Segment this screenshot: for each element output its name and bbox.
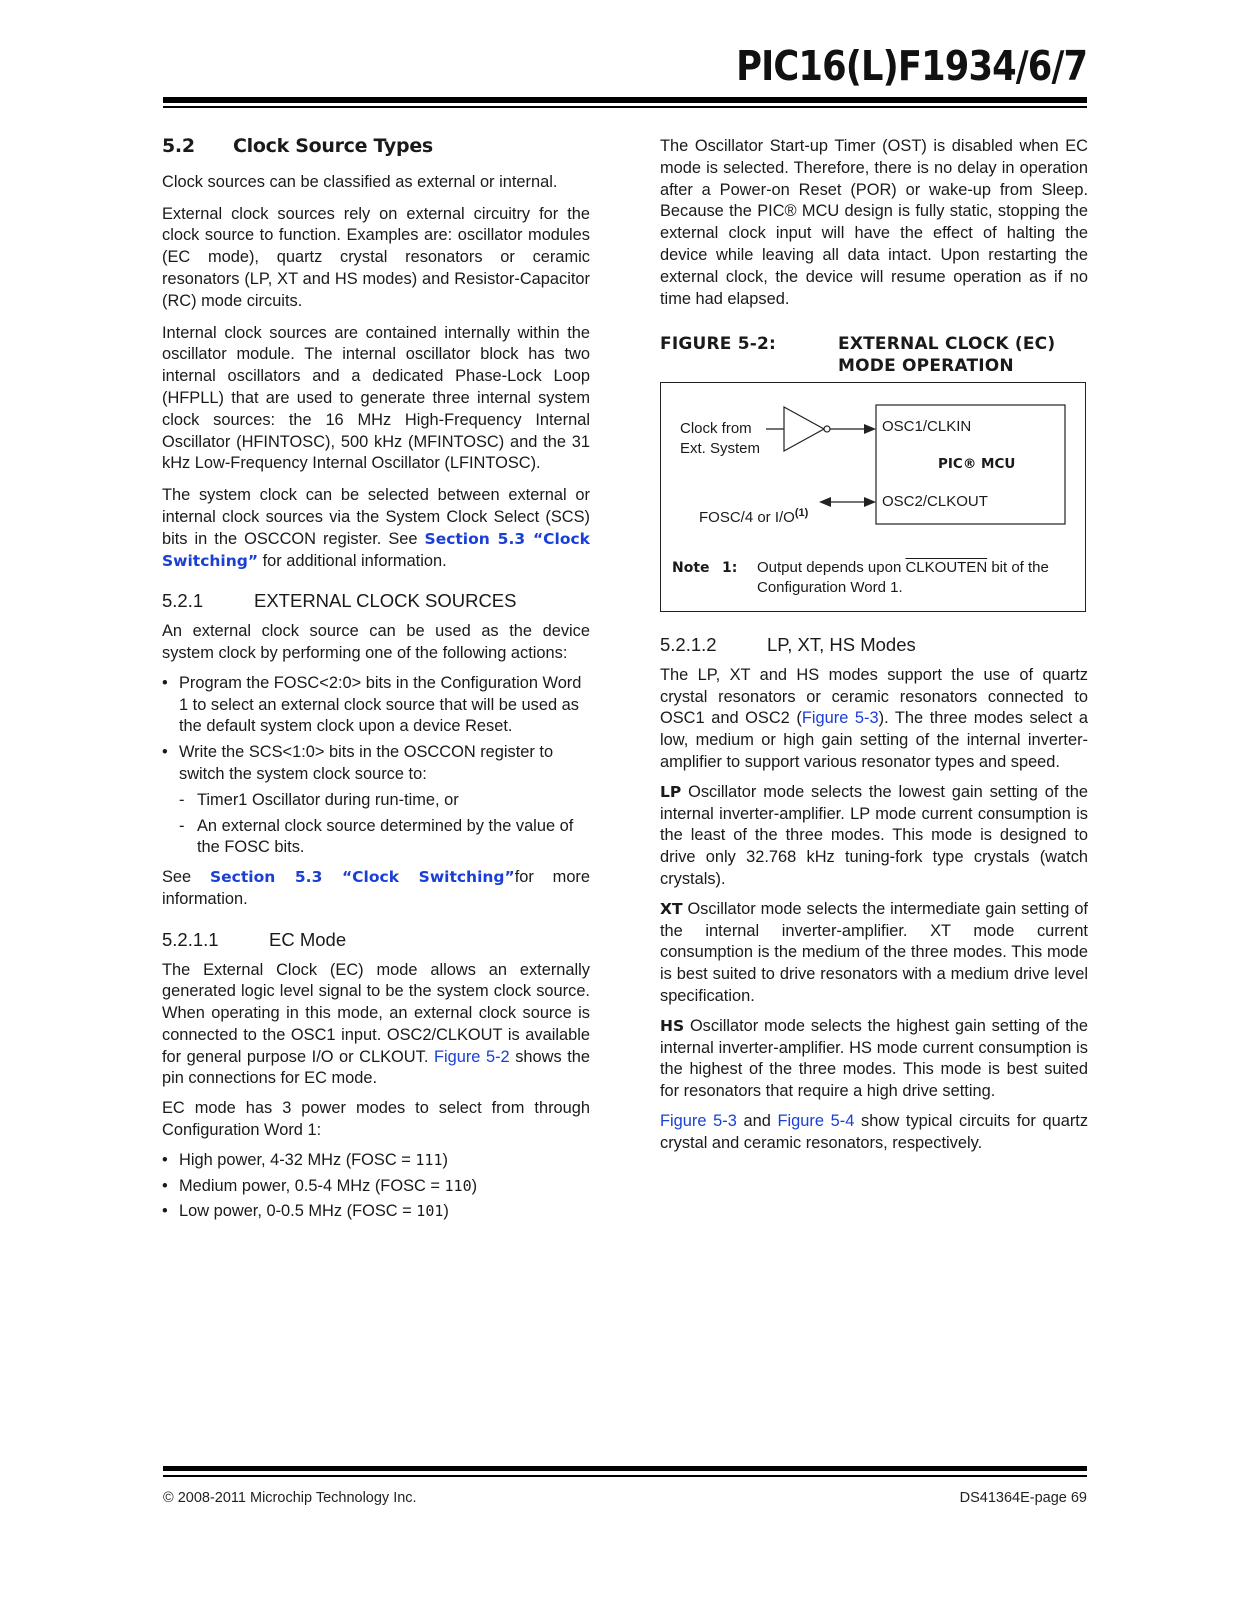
ec-mode-text: The External Clock (EC) mode allows an externally generated logic level signal to be the system clock source. When operating in this mode, an external clock source is connected to the OSC1 input. OSC2/CLKOUT is available for general purpose I/O or CLKOUT. (162, 960, 590, 1066)
intro-paragraph-1: Clock sources can be classified as external or internal. (162, 172, 558, 191)
ext-sources-intro: An external clock source can be used as the device system clock by performing one of the following actions: (162, 622, 590, 662)
footer-rule-thick (163, 1466, 1087, 1471)
footer-rule-thin (163, 1475, 1087, 1477)
inverter-bubble-icon (824, 426, 830, 432)
header-rule-thick (163, 97, 1087, 103)
figure-5-4-link[interactable]: Figure 5-4 (777, 1111, 855, 1130)
fosc-label (699, 503, 808, 528)
power-mode-text: Medium power, 0.5-4 MHz (FOSC = (179, 1176, 440, 1195)
ext-system-label: Ext. System (680, 439, 761, 457)
system-clock-text: The system clock can be selected between external or internal clock sources via the System Clock Select (SCS) bits in the OSCCON register. See (162, 486, 590, 548)
ec-mode-title: EC Mode (269, 928, 347, 950)
intro-paragraph-2: External clock sources rely on external circuitry for the clock source to function. Examples are: oscillator modules (EC mode), quartz crystal resonators or ceramic resonators (LP, XT and HS modes) and Resistor-Capacitor (RC) mode circuits. (162, 204, 590, 310)
figure-title-line-1: EXTERNAL CLOCK (EC) (838, 334, 1056, 355)
section-heading (162, 136, 590, 158)
page-number: DS41364E-page 69 (959, 1490, 1087, 1506)
figure-box (660, 382, 1086, 612)
note-label: Note (672, 559, 710, 576)
figure-5-2-link[interactable]: Figure 5-2 (433, 1047, 510, 1066)
list-item (162, 742, 590, 859)
fosc-code: 111 (415, 1150, 443, 1169)
ext-sources-list (162, 673, 590, 859)
section-number: 5.2 (162, 135, 195, 157)
clkouten-overline: CLKOUTEN (905, 558, 988, 576)
sub-list-item: - An external clock source determined by the value of the FOSC bits. (179, 816, 590, 860)
xt-paragraph (660, 899, 1088, 1008)
ec-mode-paragraph-2: EC mode has 3 power modes to select from through Configuration Word 1: (162, 1099, 590, 1140)
hs-paragraph (660, 1016, 1088, 1103)
right-column (660, 136, 1088, 1163)
close-paren: ) (471, 1176, 478, 1195)
xt-text: Oscillator mode selects the intermediate gain setting of the internal inverter-amplifier. XT mode current consumption is the medium of the three modes. This mode is best suited to drive resonators with a medium drive level specification. (660, 899, 1088, 1005)
note-text (757, 558, 1077, 598)
xt-lead: XT (660, 899, 683, 918)
fosc-text: FOSC/4 or I/O (699, 508, 795, 526)
final-tail: show typical circuits for quartz crystal and ceramic resonators, respectively. (660, 1111, 1089, 1152)
and-text: and (743, 1111, 771, 1130)
lp-paragraph (660, 782, 1088, 891)
ext-sources-number: 5.2.1 (162, 590, 204, 612)
power-mode-text: High power, 4-32 MHz (FOSC = (179, 1150, 411, 1169)
list-item: • Program the FOSC<2:0> bits in the Configuration Word 1 to select an external clock source that will be used as the default system clock upon a device Reset. (162, 673, 590, 738)
see-prefix: See (162, 868, 192, 887)
arrow-left-icon (819, 497, 831, 507)
hs-text: Oscillator mode selects the highest gain setting of the internal inverter-amplifier. HS mode current consumption is the highest of the three modes. This mode is best suited for resonators that require a high drive setting. (660, 1016, 1088, 1101)
power-modes-list (162, 1150, 590, 1223)
fosc-code: 101 (416, 1202, 444, 1221)
see-tail: for more information. (162, 868, 591, 908)
fosc-code: 110 (444, 1176, 472, 1195)
system-clock-paragraph (162, 485, 590, 572)
power-mode-text: Low power, 0-0.5 MHz (FOSC = (179, 1202, 412, 1221)
intro-paragraph-3: Internal clock sources are contained internally within the oscillator module. The internal oscillator block has two internal oscillators and a dedicated Phase-Lock Loop (HFPLL) that are used to generate three internal system clock sources: the 16 MHz High-Frequency Internal Oscillator (HFINTOSC), 500 kHz (MFINTOSC) and the 31 kHz Low-Frequency Internal Oscillator (LFINTOSC). (162, 323, 590, 473)
ec-mode-number: 5.2.1.1 (162, 928, 219, 950)
copyright-text: © 2008-2011 Microchip Technology Inc. (163, 1490, 417, 1506)
sub-list (179, 790, 590, 859)
ec-mode-tail: shows the pin connections for EC mode. (162, 1047, 590, 1088)
lp-xt-hs-paragraph (660, 665, 1088, 774)
ec-mode-heading (162, 929, 590, 951)
figure-caption (660, 334, 1088, 378)
ost-paragraph: The Oscillator Start-up Timer (OST) is disabled when EC mode is selected. Therefore, there is no delay in operation after a Power-on Reset (POR) or wake-up from Sleep. Because the PIC® MCU design is fully static, stopping the external clock input will have the effect of halting the device while leaving all data intact. Upon restarting the external clock, the device will resume operation as if no time had elapsed. (660, 137, 1088, 308)
arrow-right-icon (864, 497, 876, 507)
figure-5-3-link[interactable]: Figure 5-3 (801, 709, 879, 728)
figure-title (838, 334, 1055, 378)
document-title: PIC16(L)F1934/6/7 (735, 42, 1087, 90)
note-number: 1: (722, 559, 738, 576)
close-paren: ) (442, 1150, 448, 1169)
list-item (162, 1150, 590, 1172)
lp-text: Oscillator mode selects the lowest gain setting of the internal inverter-amplifier. LP mode current consumption is the least of the three modes. This mode is designed to drive only 32.768 kHz tuning-fork type crystals (watch crystals). (660, 782, 1088, 888)
see-more-paragraph (162, 867, 590, 911)
system-clock-tail: for additional information. (262, 551, 447, 570)
inverter-icon (784, 407, 824, 451)
note-reference: (1) (794, 506, 809, 519)
sub-list-item: - Timer1 Oscillator during run-time, or (179, 790, 590, 812)
figure-label: FIGURE 5-2: (660, 334, 777, 355)
header-rule-thin (163, 106, 1087, 108)
list-item (162, 1201, 590, 1223)
lp-lead: LP (660, 782, 682, 801)
list-item (162, 1176, 590, 1198)
lp-xt-hs-number: 5.2.1.2 (660, 633, 717, 655)
osc1-label: OSC1/CLKIN (882, 417, 972, 435)
lp-xt-hs-title: LP, XT, HS Modes (767, 633, 916, 655)
mcu-label: PIC® MCU (938, 455, 1016, 472)
close-paren: ) (443, 1202, 449, 1221)
note-text-pre: Output depends upon (757, 558, 902, 576)
section-5-3-link-2[interactable]: Section 5.3 “Clock Switching” (209, 868, 515, 887)
final-paragraph (660, 1111, 1088, 1155)
osc2-label: OSC2/CLKOUT (882, 492, 988, 510)
lp-xt-hs-text: The LP, XT and HS modes support the use of quartz crystal resonators or ceramic resonators connected to OSC1 and OSC2 ( (660, 665, 1088, 728)
figure-title-line-2: MODE OPERATION (838, 356, 1014, 377)
ec-mode-paragraph-1 (162, 960, 590, 1091)
hs-lead: HS (660, 1016, 685, 1035)
clock-from-label: Clock from (680, 419, 752, 437)
ext-sources-heading (162, 590, 590, 612)
lp-xt-hs-text-post: ). The three modes select a low, medium or high gain setting of the internal inverter-amplifier to support various resonator types and speed. (660, 709, 1089, 771)
section-title: Clock Source Types (233, 135, 433, 157)
figure-5-3-link-2[interactable]: Figure 5-3 (660, 1111, 737, 1130)
note-text-post: bit of the Configuration Word 1. (757, 558, 1049, 596)
list-item-text: Write the SCS<1:0> bits in the OSCCON register to switch the system clock source to: (179, 743, 554, 783)
left-column (162, 136, 590, 1231)
arrow-right-icon (864, 424, 876, 434)
section-5-3-link[interactable]: Section 5.3 “Clock Switching” (162, 529, 590, 570)
ext-sources-title: EXTERNAL CLOCK SOURCES (254, 590, 517, 612)
lp-xt-hs-heading (660, 634, 1088, 656)
